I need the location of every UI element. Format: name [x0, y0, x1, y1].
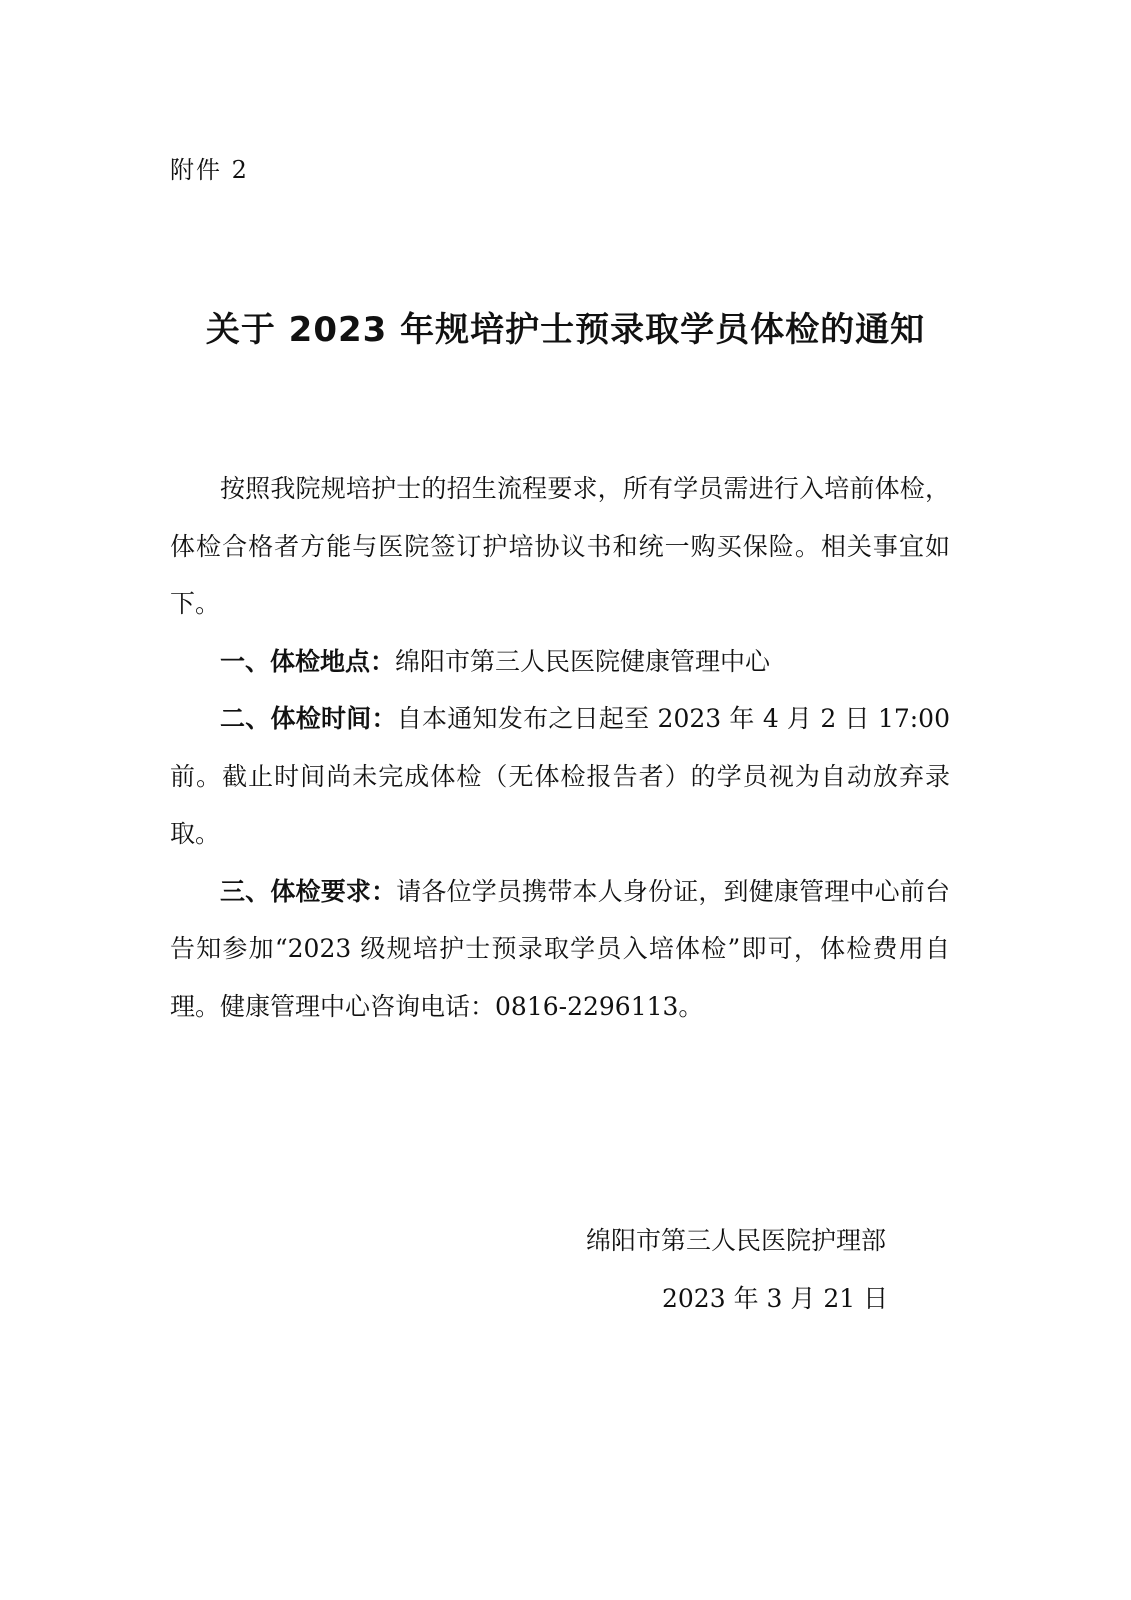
- document-body: [170, 460, 950, 1035]
- attachment-label: 附件 2: [170, 156, 249, 184]
- signature-date: 2023 年 3 月 21 日: [662, 1284, 889, 1313]
- intro-paragraph: 按照我院规培护士的招生流程要求，所有学员需进行入培前体检，体检合格者方能与医院签订护培协议书和统一购买保险。相关事宜如下。: [170, 474, 950, 618]
- document-title: 关于 2023 年规培护士预录取学员体检的通知: [205, 310, 926, 350]
- section-location-text: 绵阳市第三人民医院健康管理中心: [395, 646, 771, 676]
- section-requirements-label: 三、体检要求：: [220, 876, 397, 906]
- section-time-text: 自本通知发布之日起至 2023 年 4 月 2 日 17:00 前。截止时间尚未完成体检（无体检报告者）的学员视为自动放弃录取。: [170, 704, 950, 848]
- section-location: [170, 633, 950, 691]
- section-requirements: [170, 863, 950, 1036]
- section-time: [170, 690, 950, 863]
- section-time-label: 二、体检时间：: [220, 704, 397, 733]
- section-location-label: 一、体检地点：: [220, 646, 396, 676]
- section-requirements-text: 请各位学员携带本人身份证，到健康管理中心前台告知参加“2023 级规培护士预录取学员入培体检”即可，体检费用自理。健康管理中心咨询电话：0816-2296113。: [170, 876, 950, 1021]
- signature-department: 绵阳市第三人民医院护理部: [586, 1226, 887, 1255]
